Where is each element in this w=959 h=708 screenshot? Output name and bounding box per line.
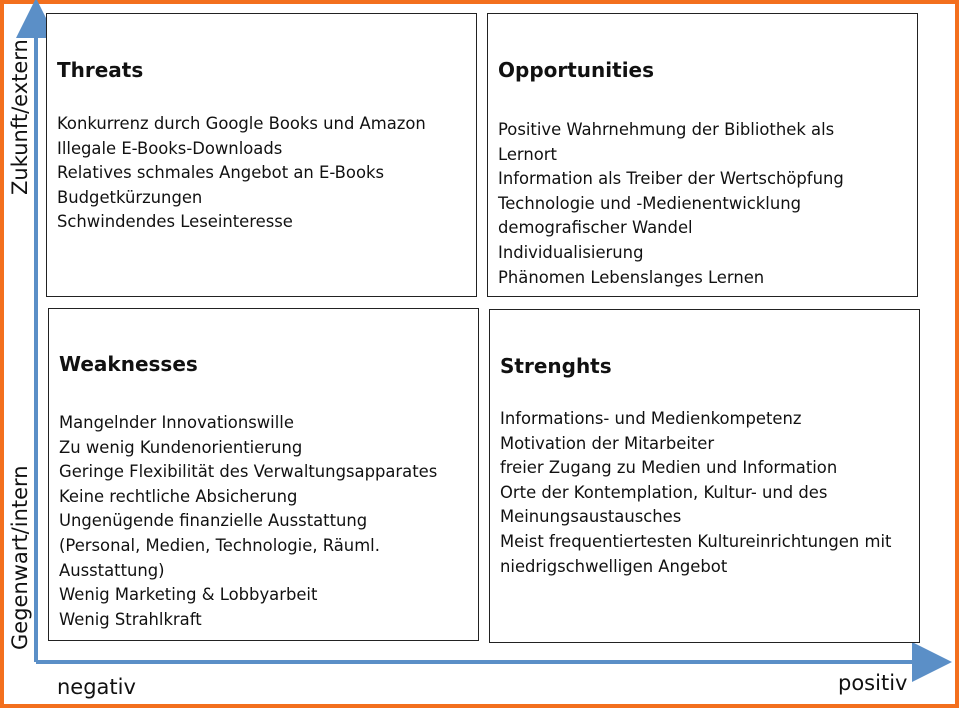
strengths-title: Strenghts <box>500 354 612 378</box>
y-axis-label-bottom: Gegenwart/intern <box>8 465 32 650</box>
opportunities-list <box>498 118 911 290</box>
list-item: Relatives schmales Angebot an E-Books <box>57 163 385 183</box>
list-item: Orte der Kontemplation, Kultur- und des Meinungsaustausches <box>500 482 828 527</box>
list-item: Ungenügende finanzielle Ausstattung (Personal, Medien, Technologie, Räuml. Ausstattung) <box>59 511 380 580</box>
threats-quadrant <box>46 13 477 297</box>
weaknesses-title: Weaknesses <box>59 352 198 376</box>
list-item: demografischer Wandel <box>498 218 693 238</box>
threats-list <box>57 112 470 235</box>
list-item: Zu wenig Kundenorientierung <box>59 437 303 457</box>
list-item: freier Zugang zu Medien und Information <box>500 458 838 478</box>
list-item: Phänomen Lebenslanges Lernen <box>498 267 765 287</box>
list-item: Illegale E-Books-Downloads <box>57 138 283 158</box>
list-item: Schwindendes Leseinteresse <box>57 212 293 232</box>
x-axis-label-left: negativ <box>57 675 136 699</box>
list-item: Wenig Marketing & Lobbyarbeit <box>59 585 318 605</box>
list-item: Konkurrenz durch Google Books und Amazon <box>57 114 426 133</box>
list-item: Geringe Flexibilität des Verwaltungsapparates <box>59 462 438 482</box>
opportunities-title: Opportunities <box>498 58 655 82</box>
threats-title: Threats <box>57 58 144 82</box>
y-axis-label-top: Zukunft/extern <box>8 39 32 195</box>
list-item: Positive Wahrnehmung der Bibliothek als Lernort <box>498 120 835 164</box>
strengths-list <box>500 407 913 579</box>
strengths-quadrant <box>489 309 920 643</box>
list-item: Individualisierung <box>498 242 644 262</box>
list-item: Keine rechtliche Absicherung <box>59 486 298 506</box>
x-axis-label-right: positiv <box>838 671 908 695</box>
list-item: Information als Treiber der Wertschöpfung <box>498 169 844 189</box>
list-item: Informations- und Medienkompetenz <box>500 409 802 428</box>
list-item: Mangelnder Innovationswille <box>59 413 294 432</box>
weaknesses-quadrant <box>48 308 479 641</box>
opportunities-quadrant <box>487 13 918 297</box>
list-item: Technologie und -Medienentwicklung <box>498 193 802 213</box>
list-item: Budgetkürzungen <box>57 187 203 207</box>
list-item: Wenig Strahlkraft <box>59 609 202 629</box>
list-item: Meist frequentiertesten Kultureinrichtungen mit niedrigschwelligen Angebot <box>500 531 892 576</box>
list-item: Motivation der Mitarbeiter <box>500 433 715 453</box>
weaknesses-list <box>59 411 472 632</box>
